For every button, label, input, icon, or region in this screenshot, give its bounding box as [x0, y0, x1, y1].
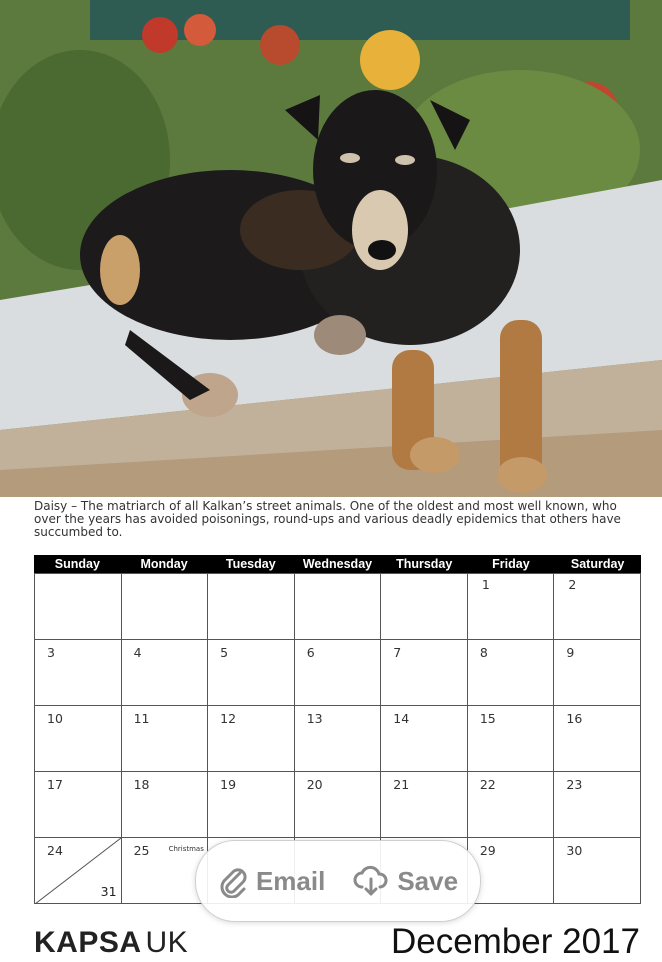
- day-number: 1: [481, 577, 490, 592]
- brand-suffix: UK: [145, 926, 189, 959]
- weekday-monday: Monday: [140, 557, 188, 571]
- day-cell: [381, 706, 468, 772]
- photo-caption: Daisy – The matriarch of all Kalkan’s street animals. One of the oldest and most well known, who over the years has avoided poisonings, round-ups and various deadly epidemics that others have succumbed to.: [34, 499, 621, 539]
- weekday-tuesday: Tuesday: [225, 557, 276, 571]
- day-number: 14: [393, 711, 410, 726]
- day-number: 15: [479, 711, 496, 726]
- email-button[interactable]: [218, 864, 325, 898]
- day-number: 5: [220, 645, 229, 660]
- day-number: 7: [393, 645, 402, 660]
- day-cell: [208, 706, 295, 772]
- day-number: 30: [566, 843, 583, 858]
- day-cell: [468, 772, 555, 838]
- day-cell: [381, 640, 468, 706]
- day-number: 22: [479, 777, 496, 792]
- day-cell: [468, 640, 555, 706]
- day-cell: [295, 772, 382, 838]
- day-number: 11: [133, 711, 150, 726]
- save-button[interactable]: [353, 865, 458, 897]
- day-cell: [122, 640, 209, 706]
- day-cell: [468, 838, 555, 904]
- day-cell: [381, 574, 468, 640]
- day-number: 3: [47, 645, 55, 660]
- day-cell: [122, 706, 209, 772]
- day-cell: [35, 640, 122, 706]
- day-number: 16: [566, 711, 583, 726]
- day-number: 24: [47, 843, 63, 858]
- day-number: 31: [100, 884, 117, 899]
- day-number: 9: [566, 645, 575, 660]
- weekday-header: [34, 555, 641, 573]
- day-cell: [554, 772, 641, 838]
- day-cell: [554, 574, 641, 640]
- day-number: 17: [47, 777, 63, 792]
- day-cell: [554, 706, 641, 772]
- day-number: 13: [306, 711, 323, 726]
- brand-logo: [34, 925, 188, 961]
- day-cell: [35, 772, 122, 838]
- day-cell: [295, 706, 382, 772]
- save-label: Save: [397, 865, 459, 896]
- weekday-wednesday: Wednesday: [302, 557, 373, 571]
- day-cell: [208, 574, 295, 640]
- day-number: 2: [568, 577, 577, 592]
- weekday-saturday: Saturday: [570, 557, 625, 571]
- email-label: Email: [255, 865, 326, 896]
- day-cell: [208, 640, 295, 706]
- day-number: 20: [306, 777, 323, 792]
- share-action-bar: [195, 840, 481, 922]
- paperclip-icon: [218, 864, 248, 898]
- day-number: 25: [133, 843, 150, 858]
- day-number: 8: [479, 645, 488, 660]
- day-number: 18: [133, 777, 150, 792]
- day-cell: [35, 574, 122, 640]
- day-number: 6: [306, 645, 315, 660]
- day-cell: [468, 706, 555, 772]
- day-cell: [208, 772, 295, 838]
- weekday-friday: Friday: [492, 557, 530, 571]
- day-cell: [35, 706, 122, 772]
- month-title: December 2017: [390, 922, 640, 961]
- day-number: 10: [47, 711, 63, 726]
- day-number: 29: [479, 843, 496, 858]
- split-cell-diagonal: [35, 838, 121, 903]
- day-cell: [122, 772, 209, 838]
- day-cell: [554, 640, 641, 706]
- holiday-note: Christmas: [168, 845, 204, 853]
- day-cell-split: [35, 838, 122, 904]
- cloud-download-icon: [353, 865, 389, 897]
- weekday-thursday: Thursday: [396, 557, 453, 571]
- day-cell: [295, 574, 382, 640]
- day-number: 21: [393, 777, 410, 792]
- day-number: 4: [133, 645, 142, 660]
- day-number: 19: [220, 777, 237, 792]
- day-number: 12: [220, 711, 237, 726]
- day-cell: [122, 574, 209, 640]
- brand-main: KAPSA: [34, 926, 142, 959]
- day-cell: [468, 574, 555, 640]
- weekday-sunday: Sunday: [54, 557, 100, 571]
- day-cell: [554, 838, 641, 904]
- day-cell: [295, 640, 382, 706]
- day-cell: [381, 772, 468, 838]
- day-number: 23: [566, 777, 583, 792]
